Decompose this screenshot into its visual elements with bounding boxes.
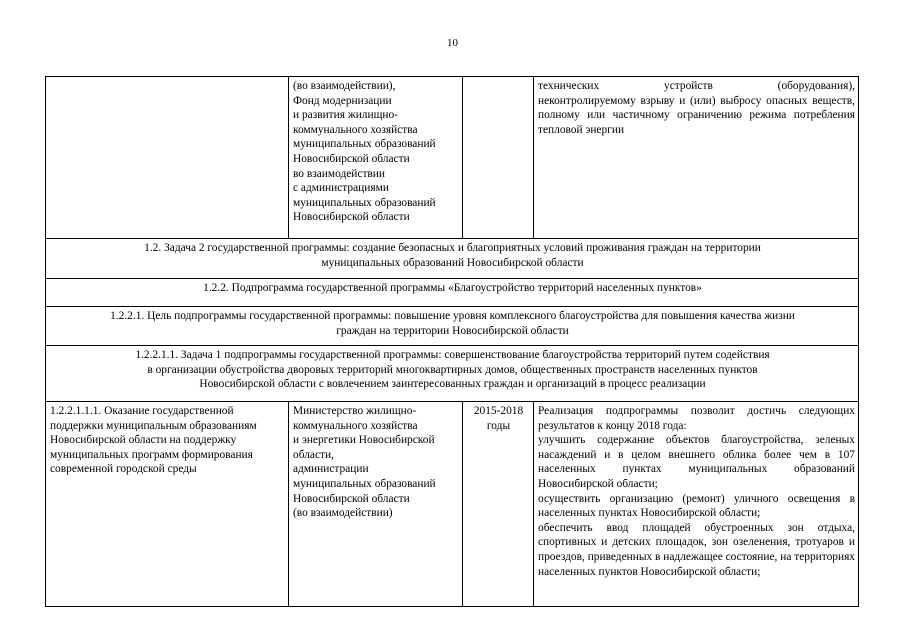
measure-cell-empty (46, 77, 289, 239)
program-table (45, 76, 859, 607)
executors-cell: Министерство жилищно- коммунального хозяйства и энергетики Новосибирской области, администрации муниципальных образований Новосибирской области (во взаимодействии) (289, 402, 463, 607)
result-first-line: технических устройств (оборудования), (538, 80, 855, 92)
table-row (46, 239, 859, 279)
task1-heading: 1.2.2.1.1. Задача 1 подпрограммы государственной программы: совершенствование благоустройства территорий путем содействия в организации обустройства дворовых территорий многоквартирных домов, общественных пространств населенных пунктов Новосибирской области с вовлечением заинтересованных граждан и организаций в процесс реализации (46, 346, 859, 402)
period-cell: 2015-2018 годы (463, 402, 534, 607)
result-item: осуществить организацию (ремонт) уличного освещения в населенных пунктах Новосибирской области; (538, 492, 855, 520)
page-number: 10 (447, 37, 458, 49)
table-row (46, 279, 859, 307)
result-item: обеспечить ввод площадей обустроенных зон отдыха, спортивных и детских площадок, зон озеленения, тротуаров и проездов, приведенных в надлежащее состояние, на территориях населенных пунктов Новосибирской области; (538, 521, 855, 578)
result-cell (534, 402, 859, 607)
result-text: неконтролируемому взрыву и (или) выбросу опасных веществ, полному или частичному ограничению режима потребления тепловой энергии (538, 94, 855, 136)
table-row (46, 307, 859, 346)
table-row (46, 346, 859, 402)
goal-heading: 1.2.2.1. Цель подпрограммы государственной программы: повышение уровня комплексного благоустройства для повышения качества жизни граждан на территории Новосибирской области (46, 307, 859, 346)
result-item: улучшить содержание объектов благоустройства, зеленых насаждений и в целом внешнего облика более чем в 107 населенных пунктах муниципальных образований Новосибирской области; (538, 434, 855, 490)
task2-heading: 1.2. Задача 2 государственной программы: создание безопасных и благоприятных условий проживания граждан на территории муниципальных образований Новосибирской области (46, 239, 859, 279)
executors-cell: (во взаимодействии), Фонд модернизации и развития жилищно- коммунального хозяйства муниципальных образований Новосибирской области во взаимодействии с администрациями муниципальных образований Новосибирской области (289, 77, 463, 239)
period-cell-empty (463, 77, 534, 239)
table-row (46, 402, 859, 607)
result-cell (534, 77, 859, 239)
table-row (46, 77, 859, 239)
measure-cell: 1.2.2.1.1.1. Оказание государственной поддержки муниципальным образованиям Новосибирской области на поддержку муниципальных программ формирования современной городской среды (46, 402, 289, 607)
result-intro: Реализация подпрограммы позволит достичь следующих результатов к концу 2018 года: (538, 405, 855, 432)
subprogram-heading: 1.2.2. Подпрограмма государственной программы «Благоустройство территорий населенных пунктов» (46, 279, 859, 307)
